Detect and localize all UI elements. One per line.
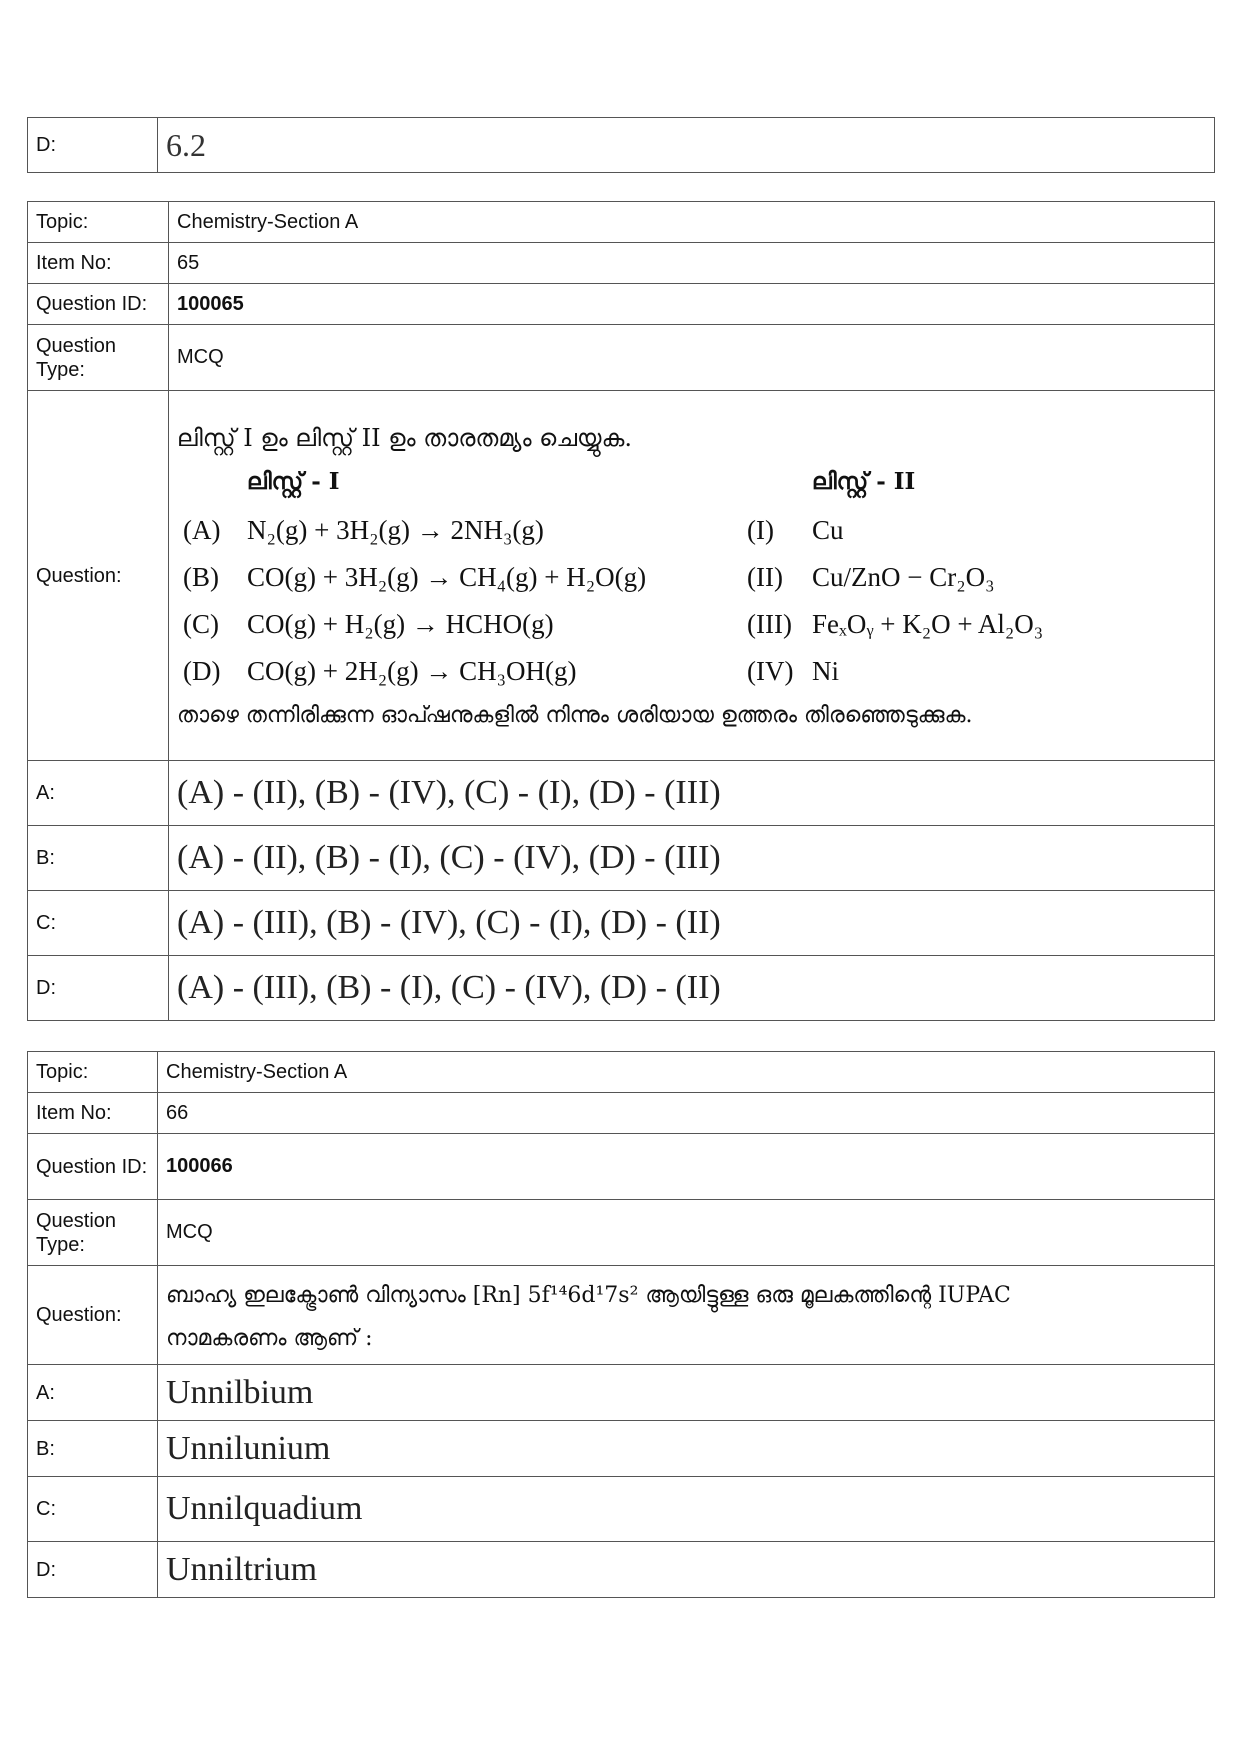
topic-row	[28, 202, 1215, 243]
question-label: Question:	[28, 391, 169, 761]
question-type-value: MCQ	[169, 325, 1215, 391]
option-row-b	[28, 826, 1215, 891]
question-id-row	[28, 1134, 1215, 1200]
match-row-c	[177, 603, 1206, 650]
reaction: CO(g) + 3H₂(g) → CH₄(g) + H₂O(g)	[247, 561, 647, 592]
option-row-a	[28, 761, 1215, 826]
option-label: B:	[28, 1421, 158, 1477]
catalyst: FeₓOᵧ + K₂O + Al₂O₃	[812, 608, 1044, 639]
option-row-d	[28, 1542, 1215, 1598]
topic-value: Chemistry-Section A	[169, 202, 1215, 243]
match-list	[177, 462, 1206, 697]
reaction: N₂(g) + 3H₂(g) → 2NH₃(g)	[247, 514, 544, 545]
item-value: 66	[158, 1093, 1215, 1134]
question-outro: താഴെ തന്നിരിക്കുന്ന ഓപ്ഷനുകളിൽ നിന്നും ശരിയായ ഉത്തരം തിരഞ്ഞെടുക്കുക.	[177, 702, 973, 728]
option-label: A:	[28, 1365, 158, 1421]
item-row	[28, 243, 1215, 284]
option-text: Unnilquadium	[158, 1477, 1215, 1542]
question-type-row	[28, 1200, 1215, 1266]
option-text: Unnilunium	[158, 1421, 1215, 1477]
question-type-label: Question Type:	[28, 1200, 158, 1266]
match-row-b	[177, 556, 1206, 603]
option-text: Unnilbium	[158, 1365, 1215, 1421]
match-row-d	[177, 650, 1206, 697]
question-label: Question:	[28, 1266, 158, 1365]
question-intro: ലിസ്റ്റ് I ഉം ലിസ്റ്റ് II ഉം താരതമ്യം ചെയ്യുക.	[177, 423, 632, 452]
question-text-line1: ബാഹ്യ ഇലക്ട്രോൺ വിന്യാസം [Rn] 5f¹⁴6d¹7s² ആയിട്ടുള്ള ഒരു മൂലകത്തിന്റെ IUPAC	[166, 1282, 1011, 1308]
option-row-c	[28, 1477, 1215, 1542]
option-label: C:	[28, 891, 169, 956]
option-label: A:	[28, 761, 169, 826]
option-value: 6.2	[158, 118, 1215, 173]
option-text: Unniltrium	[158, 1542, 1215, 1598]
list1-header: ലിസ്റ്റ് - I	[247, 467, 340, 495]
question-body	[169, 391, 1215, 761]
item-row	[28, 1093, 1215, 1134]
item-value: 65	[169, 243, 1215, 284]
question-type-row	[28, 325, 1215, 391]
option-text: (A) - (III), (B) - (I), (C) - (IV), (D) - (II)	[169, 956, 1215, 1021]
catalyst-tag: (I)	[747, 514, 774, 545]
option-row-b	[28, 1421, 1215, 1477]
question-65-table	[27, 201, 1215, 1021]
option-row-d	[28, 956, 1215, 1021]
catalyst: Ni	[812, 655, 839, 686]
topic-label: Topic:	[28, 1052, 158, 1093]
match-row-a	[177, 509, 1206, 556]
catalyst-tag: (IV)	[747, 655, 794, 686]
item-label: Item No:	[28, 1093, 158, 1134]
option-label: D:	[28, 1542, 158, 1598]
option-label: D:	[28, 956, 169, 1021]
reaction: CO(g) + 2H₂(g) → CH₃OH(g)	[247, 655, 577, 686]
question-type-value: MCQ	[158, 1200, 1215, 1266]
question-id-label: Question ID:	[28, 1134, 158, 1200]
topic-label: Topic:	[28, 202, 169, 243]
reaction: CO(g) + H₂(g) → HCHO(g)	[247, 608, 554, 639]
topic-value: Chemistry-Section A	[158, 1052, 1215, 1093]
option-label: B:	[28, 826, 169, 891]
option-row-a	[28, 1365, 1215, 1421]
question-id-row	[28, 284, 1215, 325]
question-66-table	[27, 1051, 1215, 1598]
row-tag: (D)	[183, 655, 221, 686]
item-label: Item No:	[28, 243, 169, 284]
question-row	[28, 391, 1215, 761]
question-row	[28, 1266, 1215, 1365]
list2-header: ലിസ്റ്റ് - II	[812, 467, 916, 495]
option-text: (A) - (III), (B) - (IV), (C) - (I), (D) - (II)	[169, 891, 1215, 956]
question-id-value: 100066	[158, 1134, 1215, 1200]
prev-option-table	[27, 117, 1215, 173]
catalyst-tag: (III)	[747, 608, 792, 639]
question-text-line2: നാമകരണം ആണ് :	[166, 1325, 373, 1351]
option-text: (A) - (II), (B) - (IV), (C) - (I), (D) - (III)	[169, 761, 1215, 826]
catalyst: Cu/ZnO − Cr₂O₃	[812, 561, 995, 592]
row-tag: (C)	[183, 608, 219, 639]
catalyst-tag: (II)	[747, 561, 783, 592]
topic-row	[28, 1052, 1215, 1093]
catalyst: Cu	[812, 514, 844, 545]
match-header-row	[177, 462, 1206, 509]
option-label: C:	[28, 1477, 158, 1542]
option-text: (A) - (II), (B) - (I), (C) - (IV), (D) - (III)	[169, 826, 1215, 891]
row-tag: (B)	[183, 561, 219, 592]
question-id-label: Question ID:	[28, 284, 169, 325]
question-body	[158, 1266, 1215, 1365]
option-row-c	[28, 891, 1215, 956]
question-id-value: 100065	[169, 284, 1215, 325]
question-type-label: Question Type:	[28, 325, 169, 391]
option-label: D:	[28, 118, 158, 173]
option-row-d	[28, 118, 1215, 173]
row-tag: (A)	[183, 514, 221, 545]
